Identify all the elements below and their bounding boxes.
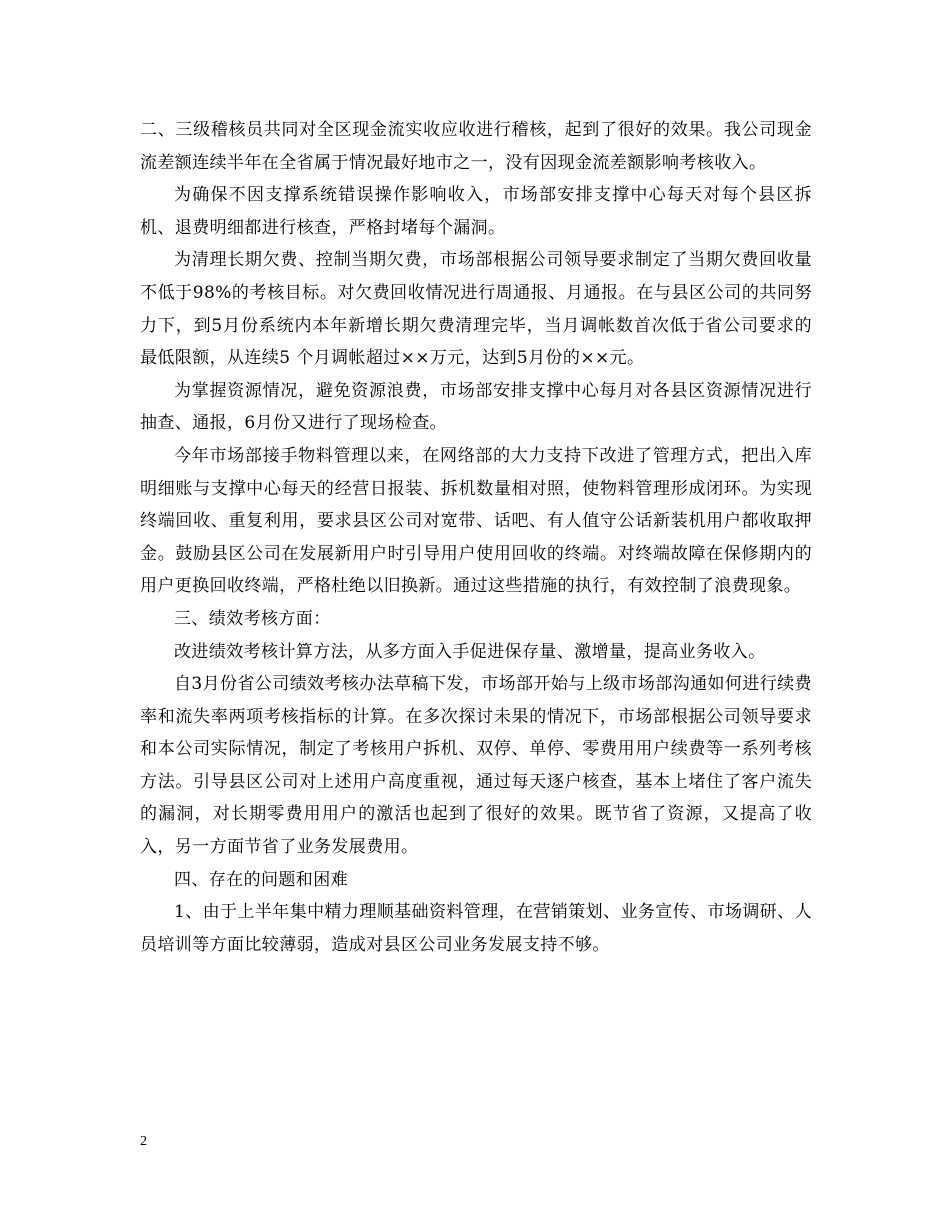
paragraph: 改进绩效考核计算方法，从多方面入手促进保存量、激增量，提高业务收入。 bbox=[174, 641, 766, 662]
paragraph: 今年市场部接手物料管理以来，在网络部的大力支持下改进了管理方式，把出入库明细账与支撑中心每天的经营日报装、拆机数量相对照，使物料管理形成闭环。为实现终端回收、重复利用，要求县区公司对宽带、话吧、有人值守公话新装机用户都收取押金。鼓励县区公司在发展新用户时引导用户使用回收的终端。对终端故障在保修期内的用户更换回收终端，严格杜绝以旧换新。通过这些措施的执行，有效控制了浪费现象。 bbox=[140, 445, 812, 597]
document-body bbox=[140, 114, 812, 961]
page-number: 2 bbox=[140, 1134, 147, 1149]
section-heading: 三、绩效考核方面： bbox=[174, 608, 331, 629]
paragraph: 为掌握资源情况，避免资源浪费，市场部安排支撑中心每月对各县区资源情况进行抽查、通报，6月份又进行了现场检查。 bbox=[140, 380, 812, 434]
paragraph: 为确保不因支撑系统错误操作影响收入，市场部安排支撑中心每天对每个县区拆机、退费明细都进行核查，严格封堵每个漏洞。 bbox=[140, 185, 812, 238]
paragraph: 为清理长期欠费、控制当期欠费，市场部根据公司领导要求制定了当期欠费回收量不低于98%的考核目标。对欠费回收情况进行周通报、月通报。在与县区公司的共同努力下，到5月份系统内本年新增长期欠费清理完毕，当月调帐数首次低于省公司要求的最低限额，从连续5 个月调帐超过××万元，达到5月份的××元。 bbox=[140, 250, 812, 369]
section-heading: 四、存在的问题和困难 bbox=[174, 869, 348, 890]
paragraph: 1、由于上半年集中精力理顺基础资料管理，在营销策划、业务宣传、市场调研、人员培训等方面比较薄弱，造成对县区公司业务发展支持不够。 bbox=[140, 902, 812, 955]
paragraph: 自3月份省公司绩效考核办法草稿下发，市场部开始与上级市场部沟通如何进行续费率和流失率两项考核指标的计算。在多次探讨未果的情况下，市场部根据公司领导要求和本公司实际情况，制定了考核用户拆机、双停、单停、零费用用户续费等一系列考核方法。引导县区公司对上述用户高度重视，通过每天逐户核查，基本上堵住了客户流失的漏洞，对长期零费用用户的激活也起到了很好的效果。既节省了资源，又提高了收入，另一方面节省了业务发展费用。 bbox=[140, 674, 812, 858]
paragraph: 二、三级稽核员共同对全区现金流实收应收进行稽核，起到了很好的效果。我公司现金流差额连续半年在全省属于情况最好地市之一，没有因现金流差额影响考核收入。 bbox=[140, 120, 812, 173]
